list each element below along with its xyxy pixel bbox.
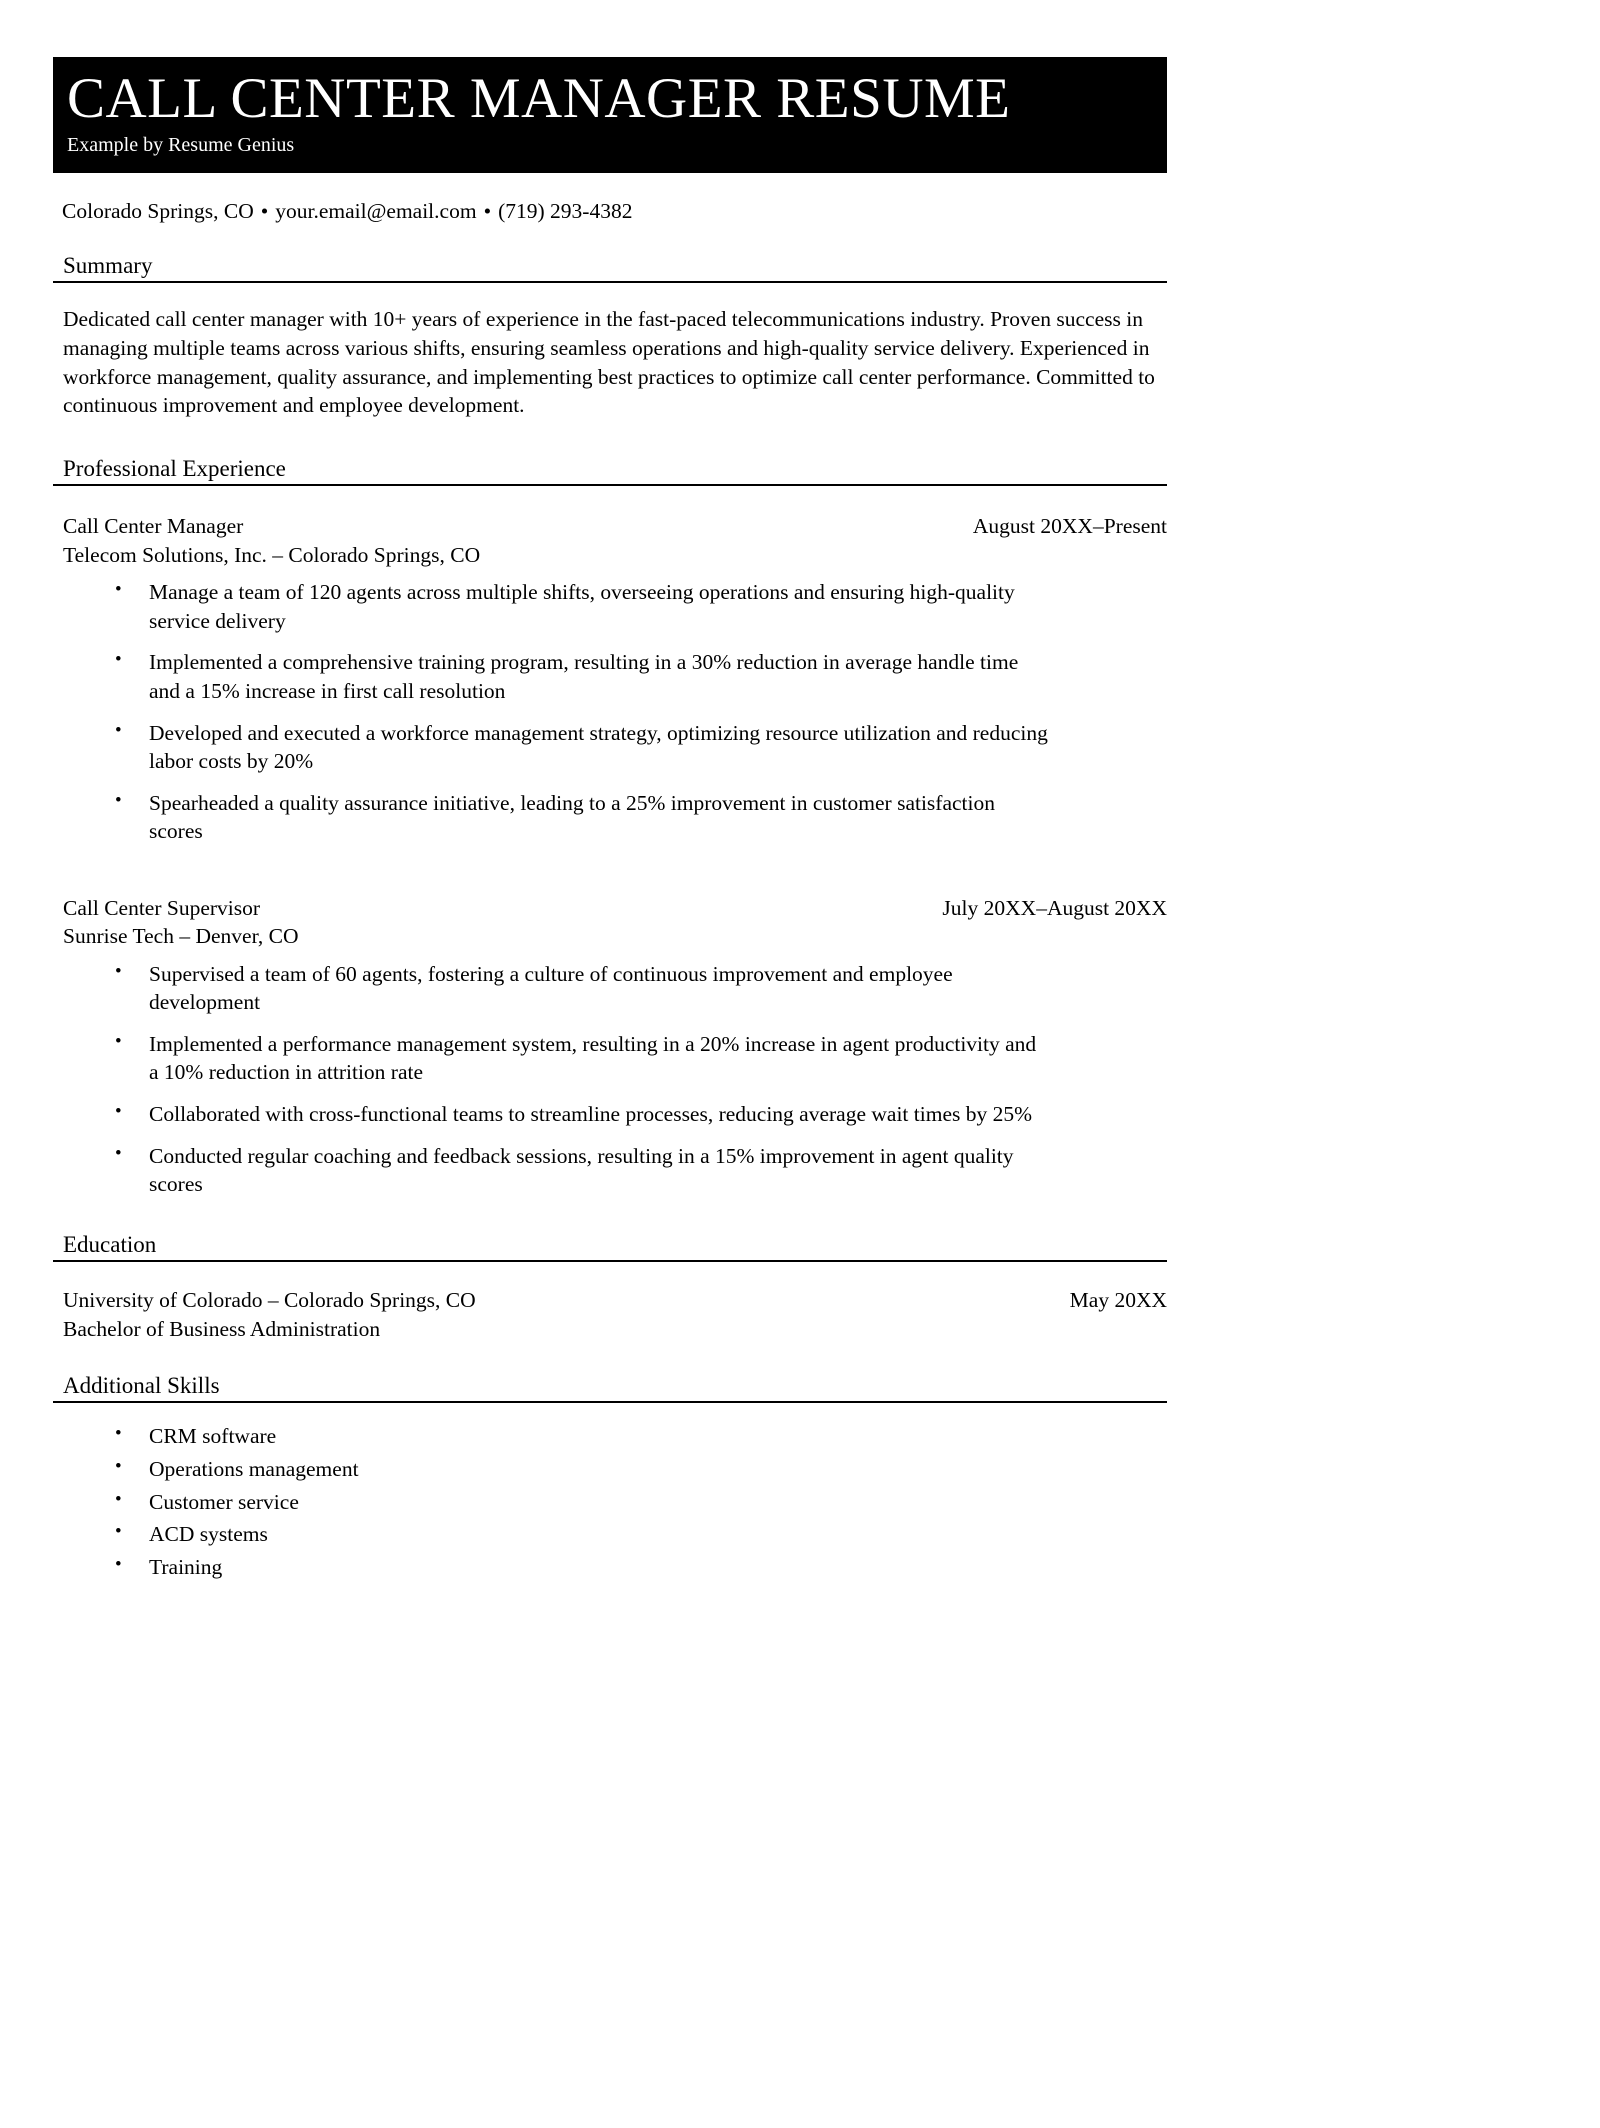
skills-list [63,1423,1167,1580]
section-heading-skills: Additional Skills [53,1373,1167,1403]
skill-item-label: Customer service [149,1489,299,1514]
job-dates: July 20XX–August 20XX [942,895,1167,920]
section-summary [53,253,1167,420]
section-skills [53,1373,1167,1581]
skill-item [111,1489,1167,1516]
contact-separator-2: • [483,198,492,223]
job-bullet-text: • Spearheaded a quality assurance initiative, leading to a 25% improvement in customer satisfaction scores [149,790,995,844]
skill-item-label: CRM software [149,1424,277,1449]
job-bullet [111,789,1167,846]
education-entry-header [63,1286,1167,1314]
job-bullet-text: • Supervised a team of 60 agents, fostering a culture of continuous improvement and employee development [149,961,953,1015]
skills-body [53,1423,1167,1580]
job-bullet [111,1030,1167,1087]
job-bullet [111,1142,1167,1199]
section-education [53,1232,1167,1343]
job-bullet [111,648,1167,705]
skill-item [111,1456,1167,1483]
job-bullet-text: • Developed and executed a workforce management strategy, optimizing resource utilization and reducing labor costs by 20% [149,720,1048,774]
job-bullet [111,1100,1167,1129]
section-heading-education: Education [53,1232,1167,1262]
section-experience [53,456,1167,1199]
job-bullet-text: • Collaborated with cross-functional teams to streamline processes, reducing average wait times by 25% [149,1102,1033,1127]
education-degree: Bachelor of Business Administration [63,1316,381,1341]
job-bullet [111,719,1167,776]
experience-entry-header [63,894,1167,922]
skill-item [111,1423,1167,1450]
job-bullet [111,578,1167,635]
contact-email[interactable]: your.email@email.com [275,198,477,223]
experience-entry [63,894,1167,1199]
skill-item-label: ACD systems [149,1522,268,1547]
contact-line [62,199,1167,225]
job-dates: August 20XX–Present [972,514,1167,539]
job-bullet-list [63,960,1167,1199]
experience-entry-header [63,512,1167,540]
job-bullet-text: • Manage a team of 120 agents across multiple shifts, overseeing operations and ensuring high-quality service delivery [149,580,1015,633]
header-subtitle: Example by Resume Genius [67,133,295,156]
job-title: Call Center Manager [63,514,244,539]
job-bullet-list [63,578,1167,846]
contact-phone[interactable]: (719) 293-4382 [498,198,633,223]
summary-paragraph: Dedicated call center manager with 10+ years of experience in the fast-paced telecommunications industry. Proven success in managing multiple teams across various shifts, ensuring seamless operations and high-quality service delivery. Experienced in workforce management, quality assurance, and implementing best practices to optimize call center performance. Committed to continuous improvement and employee development. [63,306,1155,418]
job-bullet-text: • Implemented a comprehensive training program, resulting in a 30% reduction in average handle time and a 15% increase in first call resolution [149,650,1019,703]
resume-document [0,57,1232,2128]
page-title: CALL CENTER MANAGER RESUME [67,67,1011,130]
resume-header-band [53,57,1167,173]
skill-item-label: Training [149,1554,223,1579]
contact-separator-1: • [260,198,269,223]
job-title: Call Center Supervisor [63,895,261,920]
education-body [53,1286,1167,1343]
job-employer: Telecom Solutions, Inc. – Colorado Springs, CO [63,542,481,567]
job-employer: Sunrise Tech – Denver, CO [63,924,299,949]
job-bullet-text: • Conducted regular coaching and feedback sessions, resulting in a 15% improvement in agent quality scores [149,1143,1014,1197]
skill-item-label: Operations management [149,1456,359,1481]
education-entry [63,1286,1167,1343]
job-bullet-text: • Implemented a performance management system, resulting in a 20% increase in agent productivity and a 10% reduction in attrition rate [149,1031,1037,1085]
contact-location: Colorado Springs, CO [62,198,254,223]
job-bullet [111,960,1167,1017]
summary-body [53,305,1167,420]
experience-entry [63,512,1167,846]
section-heading-summary: Summary [53,253,1167,283]
experience-body [53,512,1167,1198]
education-school: University of Colorado – Colorado Springs, CO [63,1288,476,1313]
education-date: May 20XX [1069,1288,1167,1313]
skill-item [111,1554,1167,1581]
section-heading-experience: Professional Experience [53,456,1167,486]
skill-item [111,1521,1167,1548]
